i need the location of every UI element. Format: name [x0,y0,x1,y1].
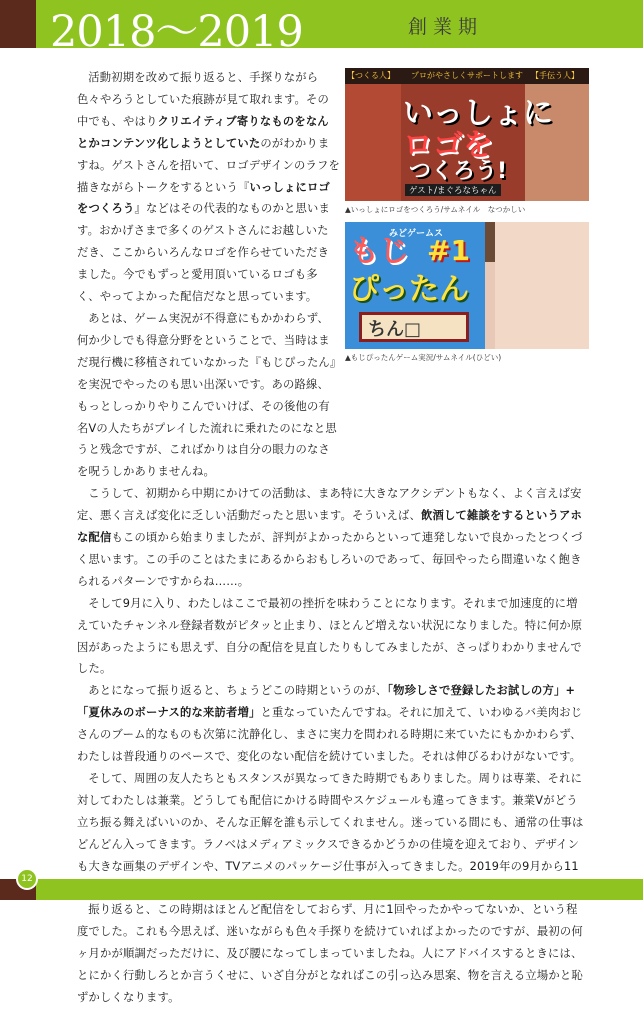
series-tag: みどゲームス [389,229,444,239]
paragraph-1 [77,67,340,308]
page-subtitle: 創業期 [408,16,484,38]
paragraph-3 [77,483,589,593]
episode-number: #1 [427,234,470,267]
game-board-text: ちん□ [368,319,422,340]
paragraph-2 [77,308,340,483]
footer-band [36,879,643,900]
game-title-line2: ぴったん [349,272,469,307]
p6-text-a: そして、周囲の友人たちともスタンスが異なってきた時期でもありました。周りは専業、それに対してわたしは兼業。どうしても配信にかける時間やスケジュールも違ってきます。兼業Vがどう立ち振る舞えばいいのか、そんな正解を誰も示してくれません。迷っている間にも、通常の仕事はどんどん入ってきます。ラノベはメディアミックスできるかどうかの佳境を迎えており、デザインも大きな画集のデザインや、TVアニメのパッケージ仕事が入ってきました。2019年の9月から11 [77,772,584,873]
p5-emphasis: 「物珍しさで登録したお試しの方」+「夏休みのボーナス的な来訪者増」 [77,684,576,720]
thumbnail-guest: ゲスト/まぐろなちゃん [405,184,501,196]
p5-text-c: と重なっていたんですね。それに加えて、いわゆるバ美肉おじさんのブーム的なものも次第に沈静化し、まさに実力を問われる時期に来ていたにもかかわらず、わたしは普段通りのペースで、変化のない配信を続けていました。それは伸びるわけがないです。 [77,706,583,764]
thumbnail-title-line3: つくろう! [409,159,508,184]
p1-text-d: 』などはその代表的なものかと思います。おかげさまで多くのゲストさんにお越しいただき、ここからいろんなロゴを作らせていただきました。今でもずっと愛用頂いているロゴも多く、やってよかった配信だなと思っています。 [77,202,330,304]
p3-text-c: もこの頃から始まりましたが、評判がよかったからといって連発しないで良かったとつくづく思います。この手のことはたまにあるからおもしろいのであって、毎回やったら間違いなく飽きられるパターンですからね……。 [77,531,583,588]
p7-text: 振り返ると、この時期はほとんど配信をしておらず、月に1回やったかやってないか、という程度でした。これも今思えば、迷いながらも色々手探りを続けていればよかったのですが、最初の何ヶ月かが順調だっただけに、及び腰になってしまっていましたね。人にアドバイスするときには、とにかく行動しろとか言うくせに、いざ自分がとなればこの引っ込み思案、物を言える立場かと恥ずかしくなります。 [77,903,583,1005]
page-title-year: 2018〜2019 [50,7,303,57]
p1-text-c: のがわかりますね。ゲストさんを招いて、ロゴデザインのラフを描きながらトークをするという『 [77,136,340,194]
paragraph-4 [77,593,589,681]
thumbnail-title-line1: いっしょに [403,96,553,131]
page-number: 12 [16,868,38,890]
p1-text-a: 活動初期を改めて振り返ると、手探りながら色々やろうとしていた痕跡が見て取れます。その中でも、やはり [77,71,330,128]
article-body [77,67,589,1009]
tag-right: 【手伝う人】 [531,71,579,80]
p5-text-a: あとになって振り返ると、ちょうどこの時期というのが、 [88,684,388,698]
game-title-line1: もじ [349,234,409,269]
tag-left: 【つくる人】 [347,71,395,80]
p1-emphasis-1: クリエイティブ寄りなものをなんとかコンテンツ化しようとしていた [77,114,329,150]
p3-emphasis: 飲酒して雑談をするというアホな配信 [77,509,582,545]
p3-text-a: こうして、初期から中期にかけての活動は、まあ特に大きなアクシデントもなく、よく言えば安定、悪く言えば変化に乏しい活動だったと思います。そういえば、 [77,487,582,523]
paragraph-5 [77,680,589,768]
p2-text: あとは、ゲーム実況が不得意にもかかわらず、何か少しでも得意分野をということで、当時はまだ現行機に移植されていなかった『もじぴったん』を実況でやったのも思い出深いです。あの路線、もっとしっかりやりこんでいけば、その後他の有名Vの人たちがプレイした流れに乗れたのになと思うと残念ですが、こればかりは自分の眼力のなさを呪うしかありませんね。 [77,311,337,479]
figure-caption-2: ▲もじぴったんゲーム実況/サムネイル(ひどい) [345,353,502,362]
thumbnail-title-line2: ロゴを [403,128,493,163]
paragraph-7 [77,899,589,1009]
p1-emphasis-2: いっしょにロゴをつくろう [77,180,330,216]
p4-text: そして9月に入り、わたしはここで最初の挫折を味わうことになります。それまで加速度的に増えていたチャンネル登録者数がピタッと止まり、ほとんど増えない状況になりました。特に何か原因があったようにも思えず、自分の配信を見直したりもしてみましたが、さっぱりわかりませんでした。 [77,596,583,676]
tag-center: プロがやさしくサポートします [411,71,523,80]
figure-caption-1: ▲いっしょにロゴをつくろう/サムネイル なつかしい [345,205,526,214]
